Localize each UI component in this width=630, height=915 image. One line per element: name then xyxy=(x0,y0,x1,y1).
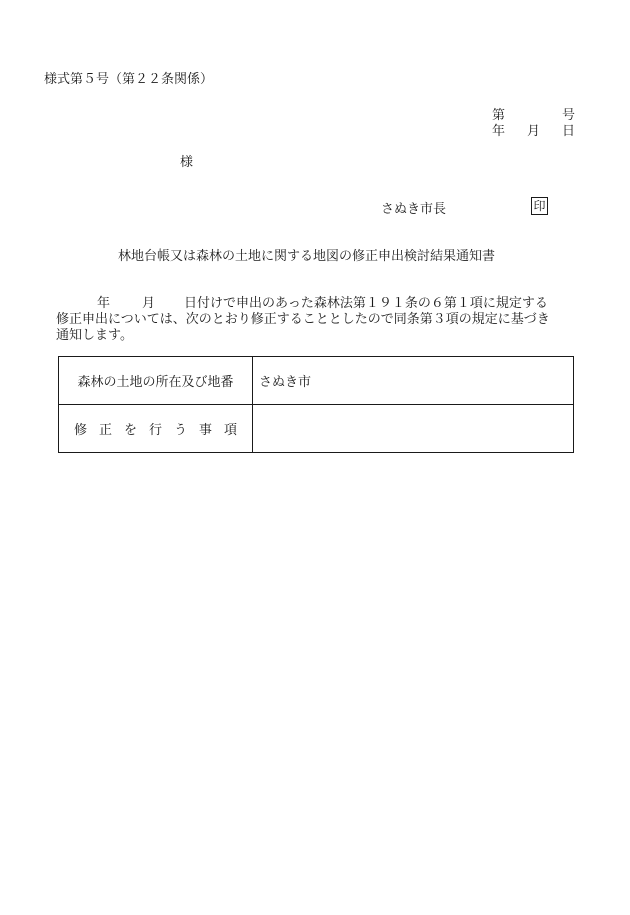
addressee-honorific: 様 xyxy=(180,155,194,170)
table-row-correction xyxy=(59,405,574,453)
body-month-label: 月 xyxy=(142,296,156,311)
doc-number-label: 第 xyxy=(492,108,506,123)
body-line-2: 修正申出については、次のとおり修正することとしたので同条第３項の規定に基づき xyxy=(56,312,550,327)
seal-mark: 印 xyxy=(531,197,548,215)
info-table xyxy=(58,356,574,453)
issuer-name: さぬき市長 xyxy=(381,202,447,217)
date-month-label: 月 xyxy=(527,124,541,139)
location-label: 森林の土地の所在及び地番 xyxy=(59,357,253,405)
correction-label xyxy=(59,405,253,453)
document-title: 林地台帳又は森林の土地に関する地図の修正申出検討結果通知書 xyxy=(118,249,496,264)
correction-value xyxy=(253,405,574,453)
location-value: さぬき市 xyxy=(253,357,574,405)
body-year-label: 年 xyxy=(97,296,111,311)
date-day-label: 日 xyxy=(562,124,576,139)
doc-number-suffix: 号 xyxy=(562,108,576,123)
correction-label-text: 修正を行う事項 xyxy=(73,423,249,438)
table-row-location xyxy=(59,357,574,405)
body-line-1-text: 日付けで申出のあった森林法第１９１条の６第１項に規定する xyxy=(184,296,548,311)
body-line-3: 通知します。 xyxy=(56,328,133,343)
date-year-label: 年 xyxy=(492,124,506,139)
form-number: 様式第５号（第２２条関係） xyxy=(44,72,214,87)
